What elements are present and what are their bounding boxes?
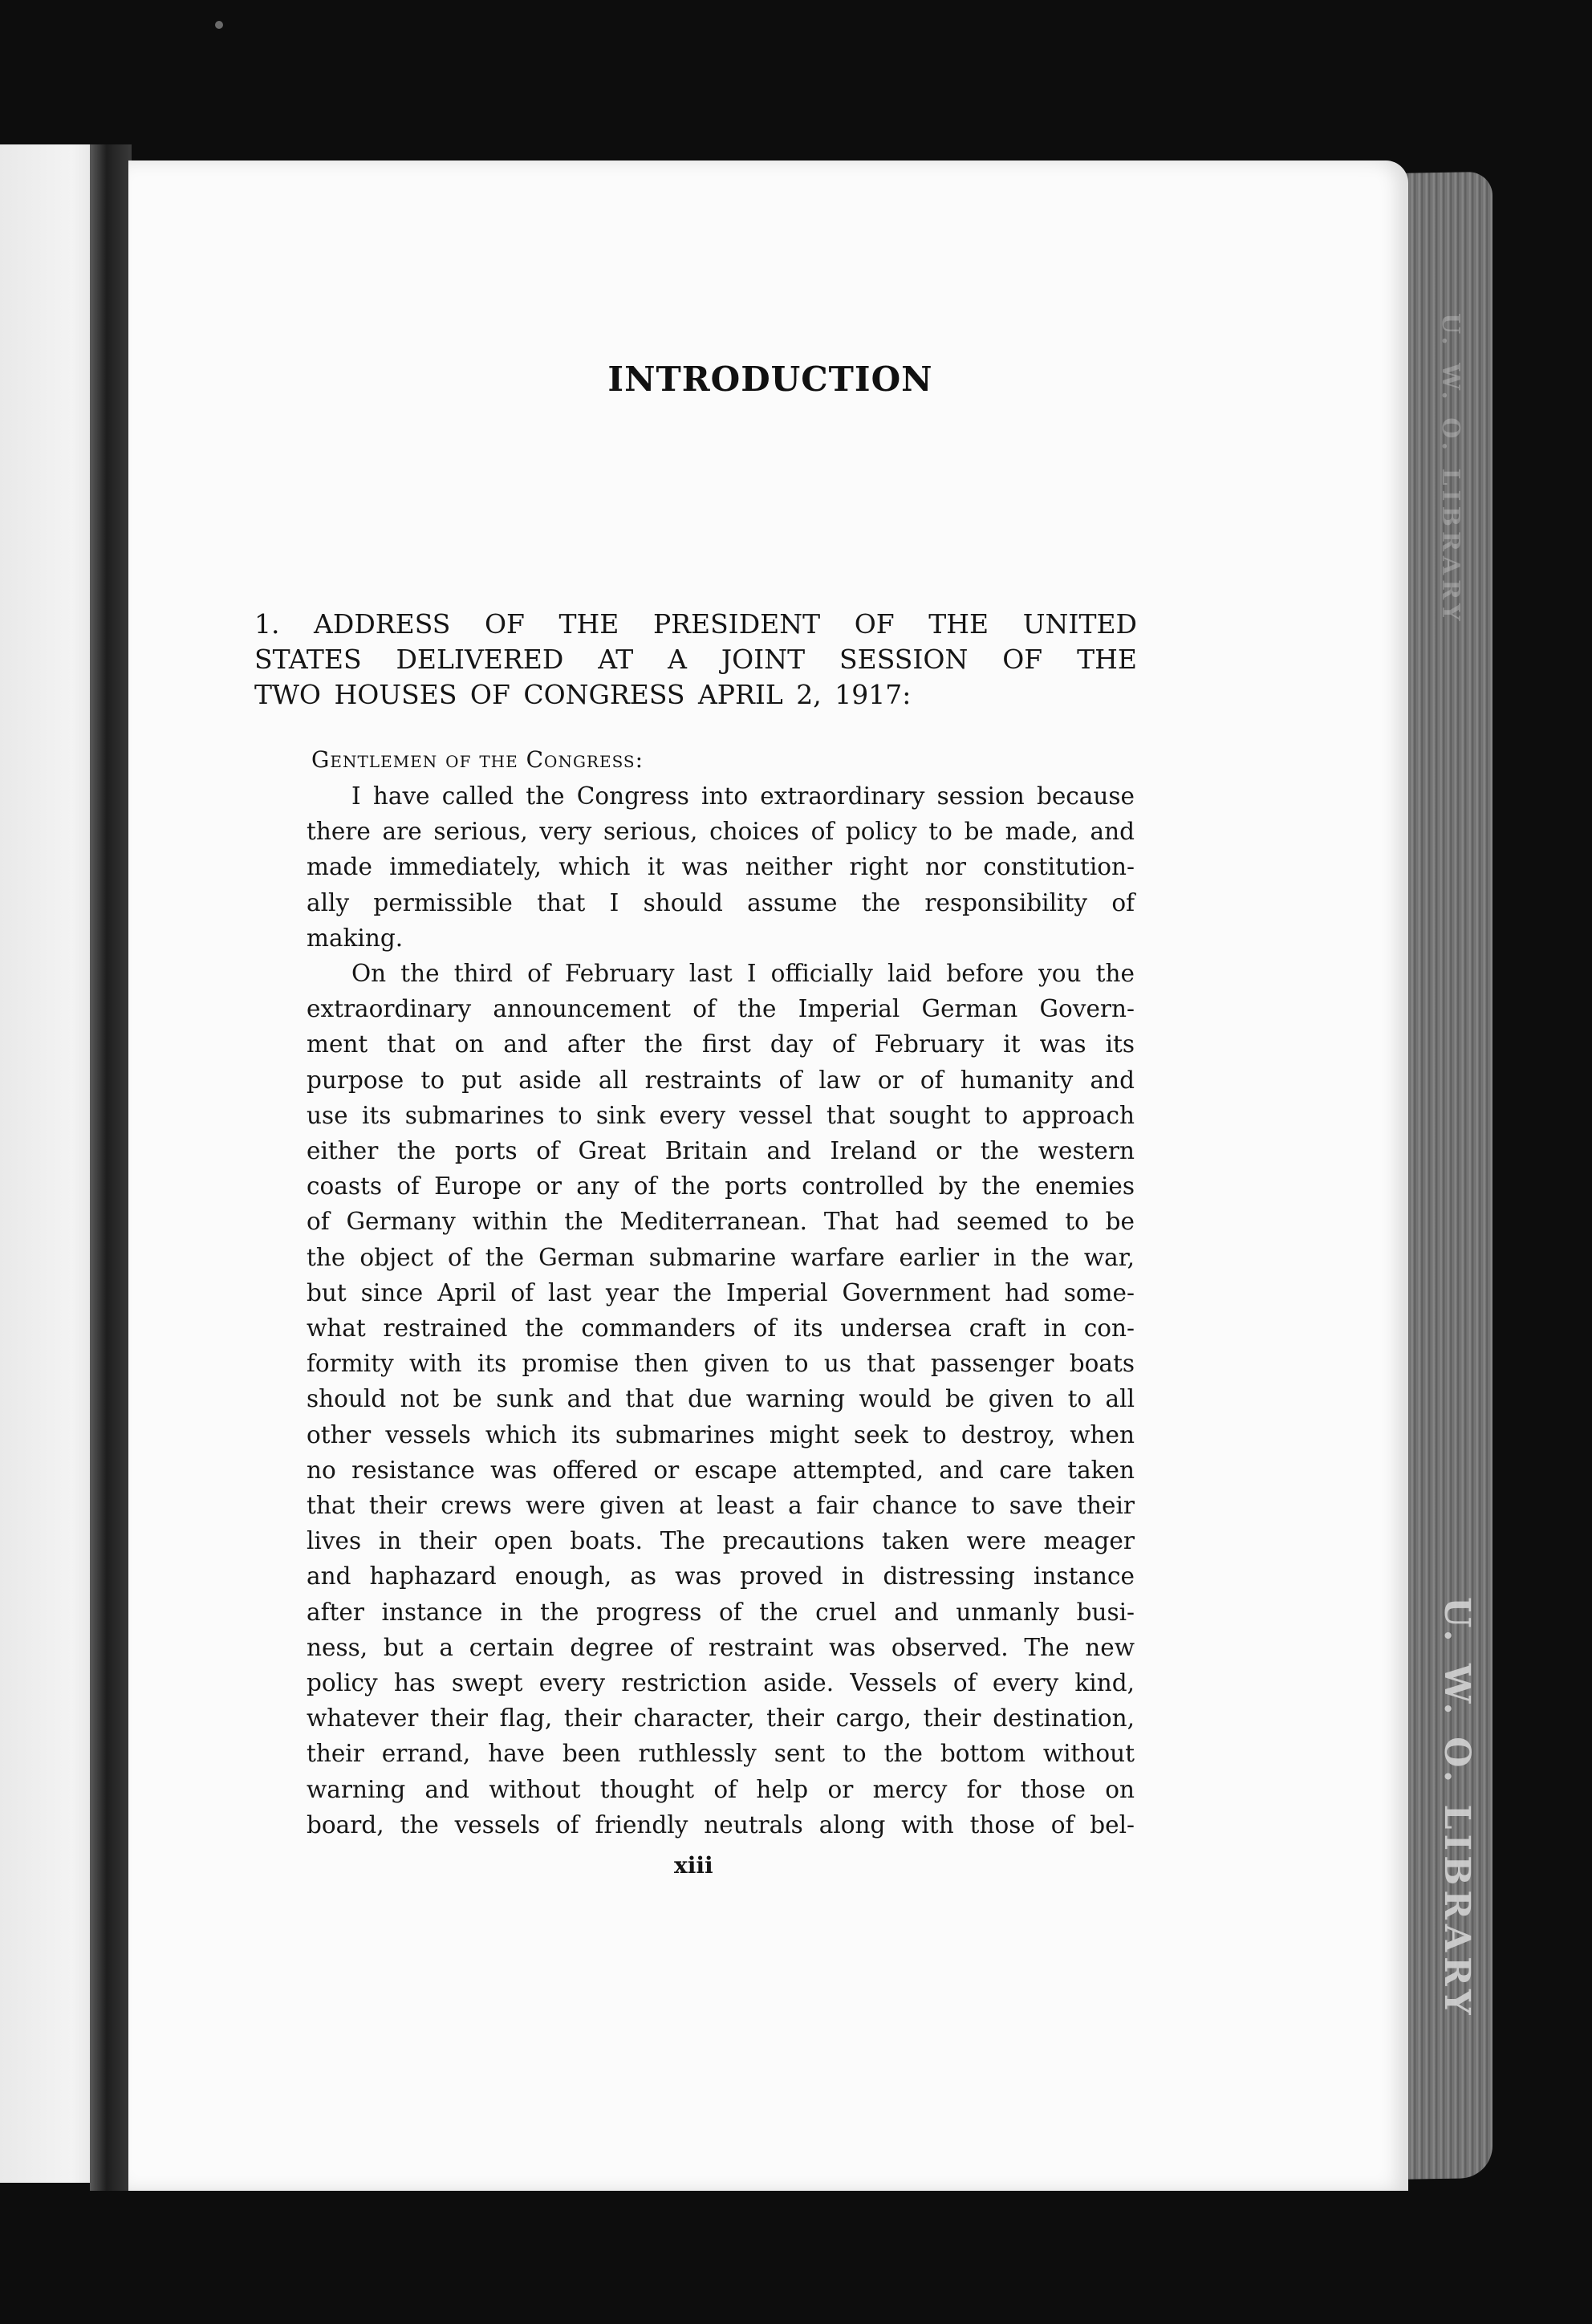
body-line: use its submarines to sink every vessel that sought to approach xyxy=(307,1101,1135,1129)
body-line: that their crews were given at least a fair chance to save their xyxy=(307,1492,1135,1519)
body-line: I have called the Congress into extraordinary session because xyxy=(351,782,1135,810)
book-gutter xyxy=(90,144,132,2191)
body-line: ness, but a certain degree of restraint was observed. The new xyxy=(307,1633,1135,1661)
body-line: formity with its promise then given to us that passenger boats xyxy=(307,1350,1135,1378)
body-line: policy has swept every restriction aside. Vessels of every kind, xyxy=(307,1669,1135,1696)
body-line: there are serious, very serious, choices of policy to be made, and xyxy=(307,818,1135,846)
body-line: made immediately, which it was neither right nor constitution- xyxy=(307,853,1135,881)
body-line: what restrained the commanders of its undersea craft in con- xyxy=(307,1314,1135,1342)
body-line: of Germany within the Mediterranean. That had seemed to be xyxy=(307,1208,1135,1236)
body-line: board, the vessels of friendly neutrals along with those of bel- xyxy=(307,1810,1135,1838)
body-line: lives in their open boats. The precautions taken were meager xyxy=(307,1527,1135,1555)
body-line: On the third of February last I officially laid before you the xyxy=(351,960,1135,987)
body-line: but since April of last year the Imperial Government had some- xyxy=(307,1278,1135,1306)
body-line: no resistance was offered or escape attempted, and care taken xyxy=(307,1456,1135,1484)
body-line: the object of the German submarine warfare earlier in the war, xyxy=(307,1243,1135,1271)
body-line: making. xyxy=(307,924,404,952)
body-line: their errand, have been ruthlessly sent to the bottom without xyxy=(307,1740,1135,1768)
body-line: warning and without thought of help or mercy for those on xyxy=(307,1775,1135,1803)
body-line: coasts of Europe or any of the ports controlled by the enemies xyxy=(307,1172,1135,1201)
page-title: INTRODUCTION xyxy=(607,360,933,399)
library-stamp-faint: U. W. O. LIBRARY xyxy=(1436,313,1464,626)
section-heading-line-1: 1. ADDRESS OF THE PRESIDENT OF THE UNITED xyxy=(254,608,1137,640)
section-heading-line-3: TWO HOUSES OF CONGRESS APRIL 2, 1917: xyxy=(254,679,912,710)
body-line: ally permissible that I should assume the responsibility of xyxy=(307,888,1135,916)
body-line: should not be sunk and that due warning would be given to all xyxy=(307,1385,1135,1413)
body-line: whatever their flag, their character, their cargo, their destination, xyxy=(307,1704,1135,1733)
library-stamp: U. W. O. LIBRARY xyxy=(1436,1597,1477,2020)
page-number: xiii xyxy=(674,1852,713,1879)
section-heading-line-2: STATES DELIVERED AT A JOINT SESSION OF THE xyxy=(254,644,1137,675)
dust-speck xyxy=(215,21,223,29)
body-line: either the ports of Great Britain and Ireland or the western xyxy=(307,1137,1135,1164)
body-line: ment that on and after the first day of February it was its xyxy=(307,1030,1135,1058)
body-line: other vessels which its submarines might seek to destroy, when xyxy=(307,1420,1135,1448)
body-line: extraordinary announcement of the Imperial German Govern- xyxy=(307,995,1135,1023)
body-line: after instance in the progress of the cruel and unmanly busi- xyxy=(307,1598,1135,1626)
body-line: purpose to put aside all restraints of law or of humanity and xyxy=(307,1066,1135,1094)
body-line: and haphazard enough, as was proved in distressing instance xyxy=(307,1562,1135,1591)
salutation: Gentlemen of the Congress: xyxy=(311,746,644,773)
